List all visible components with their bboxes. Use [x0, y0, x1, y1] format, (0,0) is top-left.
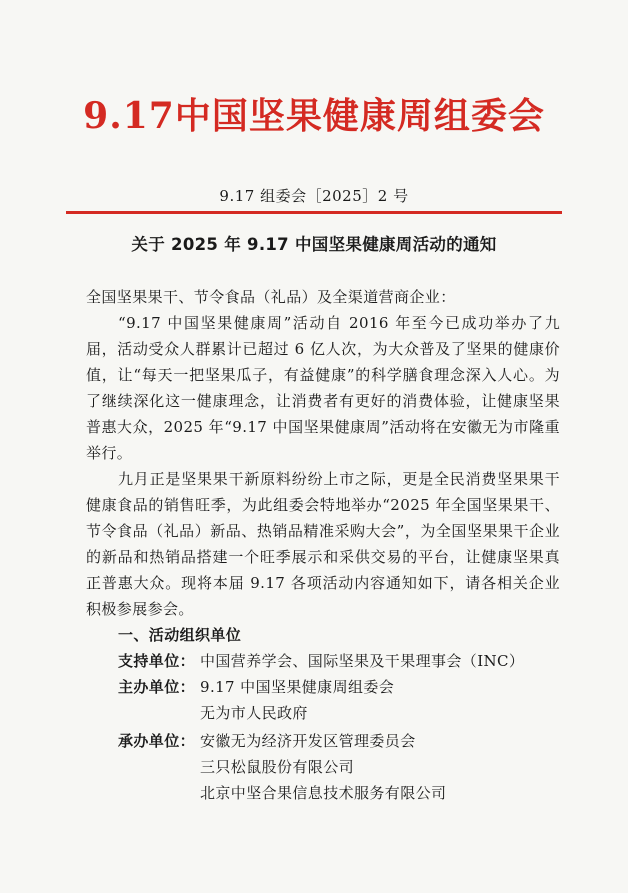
document-number: 9.17 组委会［2025］2 号 [219, 187, 409, 205]
host-value: 9.17 中国坚果健康周组委会 [200, 678, 395, 696]
issuing-authority-header: 9.17中国坚果健康周组委会 [83, 95, 545, 137]
organizer-value: 安徽无为经济开发区管理委员会 [200, 732, 416, 750]
document-body [86, 284, 560, 806]
support-label: 支持单位： [118, 652, 196, 670]
greeting-line: 全国坚果果干、节令食品（礼品）及全渠道营商企业： [86, 288, 456, 306]
organizer-value: 三只松鼠股份有限公司 [200, 758, 355, 776]
section-heading-organizers: 一、活动组织单位 [118, 626, 242, 644]
host-label: 主办单位： [118, 678, 196, 696]
organizer-label-spacer [118, 780, 200, 806]
organizer-value: 北京中坚合果信息技术服务有限公司 [200, 784, 447, 802]
red-divider-line [66, 211, 562, 214]
notice-title: 关于 2025 年 9.17 中国坚果健康周活动的通知 [131, 235, 497, 254]
host-value: 无为市人民政府 [200, 704, 308, 722]
support-value: 中国营养学会、国际坚果及干果理事会（INC） [200, 652, 525, 670]
paragraph-intro: “9.17 中国坚果健康周”活动自 2016 年至今已成功举办了九届，活动受众人群累计已超过 6 亿人次，为大众普及了坚果的健康价值，让“每天一把坚果瓜子，有益健康”的科学膳食理念深入人心。为了继续深化这一健康理念，让消费者有更好的消费体验，让健康坚果普惠大众，2025 年“9.17 中国坚果健康周”活动将在安徽无为市隆重举行。 [86, 314, 560, 462]
host-label-spacer [118, 700, 200, 726]
organizer-label: 承办单位： [118, 732, 196, 750]
paragraph-event: 九月正是坚果果干新原料纷纷上市之际，更是全民消费坚果果干健康食品的销售旺季，为此组委会特地举办“2025 年全国坚果果干、节令食品（礼品）新品、热销品精准采购大会”，为全国坚果果干企业的新品和热销品搭建一个旺季展示和采供交易的平台，让健康坚果真正普惠大众。现将本届 9.17 各项活动内容通知如下，请各相关企业积极参展参会。 [86, 470, 560, 618]
organizer-label-spacer [118, 754, 200, 780]
organizer-list [118, 648, 560, 806]
